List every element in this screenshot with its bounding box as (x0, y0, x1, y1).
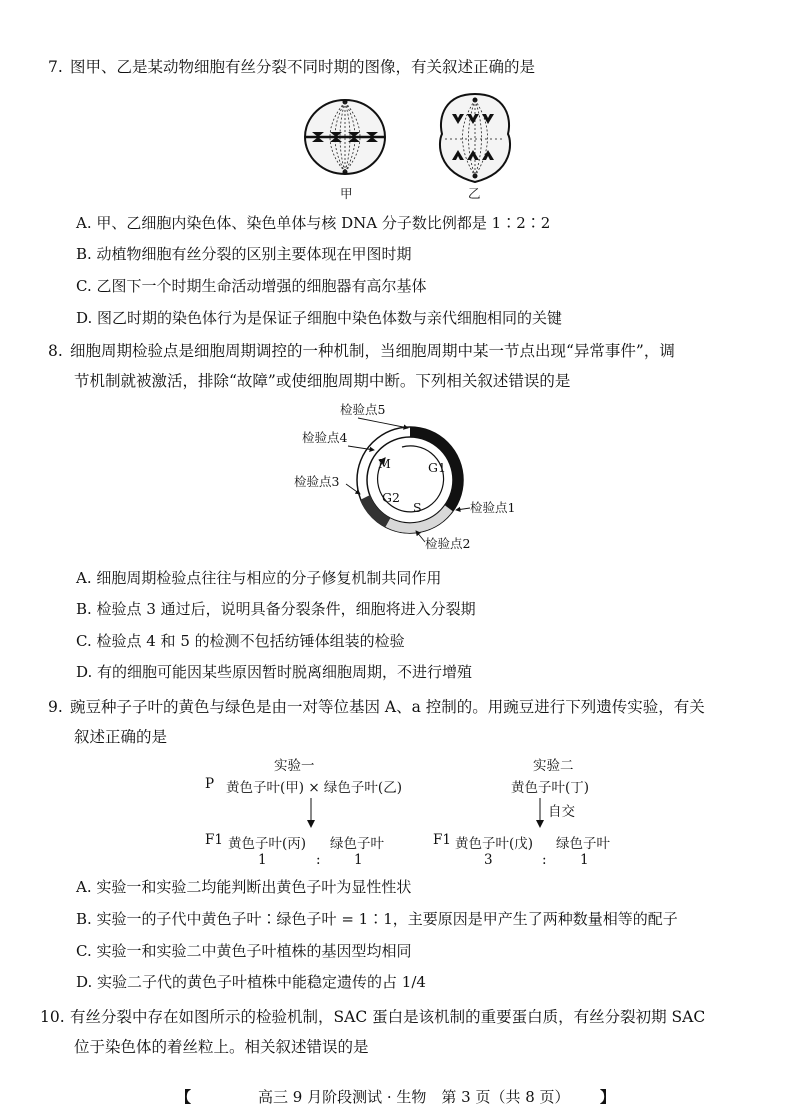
mitosis-figure (300, 92, 520, 202)
exp2-f1-label: F1 (433, 832, 451, 848)
question-number: 9. (48, 698, 63, 716)
exp1-f1-b: 绿色子叶 (330, 836, 384, 852)
question-stem-line2: 位于染色体的着丝粒上。相关叙述错误的是 (74, 1038, 369, 1056)
exp1-ratio-a: 1 (258, 852, 267, 868)
cell-cycle-svg (290, 400, 540, 560)
option-7d: D. 图乙时期的染色体行为是保证子细胞中染色体数与亲代细胞相同的关键 (76, 309, 563, 327)
question-number: 8. (48, 342, 63, 360)
question-7 (48, 52, 760, 82)
exp1-ratio-sep: : (316, 852, 321, 868)
question-8 (48, 336, 760, 396)
exp1-cross: 黄色子叶(甲) × 绿色子叶(乙) (226, 780, 402, 796)
question-stem-line1: 豌豆种子子叶的黄色与绿色是由一对等位基因 A、a 控制的。用豌豆进行下列遗传实验，有关 (70, 698, 705, 716)
exp2-title: 实验二 (533, 758, 574, 774)
exp2-arrow (534, 798, 546, 828)
question-number: 10. (40, 1008, 65, 1026)
phase-m: M (378, 456, 391, 471)
exp2-selfing: 自交 (548, 804, 575, 820)
question-stem-line1: 有丝分裂中存在如图所示的检验机制，SAC 蛋白是该机制的重要蛋白质，有丝分裂初期 SAC (70, 1008, 706, 1026)
exp1-title: 实验一 (274, 758, 315, 774)
phase-g2: G2 (382, 490, 400, 505)
option-9a: A. 实验一和实验二均能判断出黄色子叶为显性性状 (76, 878, 412, 896)
option-9c: C. 实验一和实验二中黄色子叶植株的基因型均相同 (76, 942, 412, 960)
question-stem: 图甲、乙是某动物细胞有丝分裂不同时期的图像，有关叙述正确的是 (70, 58, 536, 76)
cell-jia (305, 100, 385, 175)
checkpoint-2: 检验点2 (425, 536, 471, 551)
mitosis-cells-svg (300, 92, 520, 202)
exp1-ratio-b: 1 (354, 852, 363, 868)
question-stem-line1: 细胞周期检验点是细胞周期调控的一种机制，当细胞周期中某一节点出现“异常事件”，调 (70, 342, 675, 360)
exp2-f1-b: 绿色子叶 (556, 836, 610, 852)
option-8c: C. 检验点 4 和 5 的检测不包括纺锤体组装的检验 (76, 632, 405, 650)
option-8b: B. 检验点 3 通过后，说明具备分裂条件，细胞将进入分裂期 (76, 600, 476, 618)
checkpoint-4: 检验点4 (302, 430, 348, 445)
footer-right-bracket: 】 (600, 1088, 616, 1106)
footer-text: 高三 9 月阶段测试 · 生物 第 3 页（共 8 页） (258, 1088, 570, 1106)
option-7a: A. 甲、乙细胞内染色体、染色单体与核 DNA 分子数比例都是 1∶2∶2 (76, 214, 551, 232)
exp1-p-label: P (205, 776, 215, 792)
label-jia: 甲 (340, 186, 353, 201)
exp1-f1-a: 黄色子叶(丙) (228, 836, 307, 852)
exp1-arrow (305, 798, 317, 828)
checkpoint-3: 检验点3 (294, 474, 340, 489)
exp1-f1-label: F1 (205, 832, 223, 848)
exp2-ratio-sep: : (542, 852, 547, 868)
label-yi: 乙 (468, 186, 481, 201)
cell-yi (440, 94, 510, 182)
question-10 (40, 1002, 770, 1062)
option-8d: D. 有的细胞可能因某些原因暂时脱离细胞周期，不进行增殖 (76, 663, 473, 681)
cell-cycle-figure (290, 400, 540, 560)
option-9d: D. 实验二子代的黄色子叶植株中能稳定遗传的占 1/4 (76, 973, 426, 991)
option-7b: B. 动植物细胞有丝分裂的区别主要体现在甲图时期 (76, 245, 412, 263)
footer-left-bracket: 【 (176, 1088, 192, 1106)
question-number: 7. (48, 58, 63, 76)
phase-s: S (413, 500, 422, 515)
exp2-ratio-b: 1 (580, 852, 589, 868)
question-stem-line2: 节机制就被激活，排除“故障”或使细胞周期中断。下列相关叙述错误的是 (74, 372, 571, 390)
phase-g1: G1 (428, 460, 446, 475)
question-9 (48, 692, 760, 752)
checkpoint-5: 检验点5 (340, 402, 386, 417)
exp2-ratio-a: 3 (484, 852, 493, 868)
option-9b: B. 实验一的子代中黄色子叶∶绿色子叶 = 1∶1，主要原因是甲产生了两种数量相等的配子 (76, 910, 678, 928)
checkpoint-1: 检验点1 (470, 500, 516, 515)
option-8a: A. 细胞周期检验点往往与相应的分子修复机制共同作用 (76, 569, 442, 587)
exp2-parent: 黄色子叶(丁) (511, 780, 590, 796)
exp2-f1-a: 黄色子叶(戊) (455, 836, 534, 852)
question-stem-line2: 叙述正确的是 (74, 728, 168, 746)
option-7c: C. 乙图下一个时期生命活动增强的细胞器有高尔基体 (76, 277, 427, 295)
